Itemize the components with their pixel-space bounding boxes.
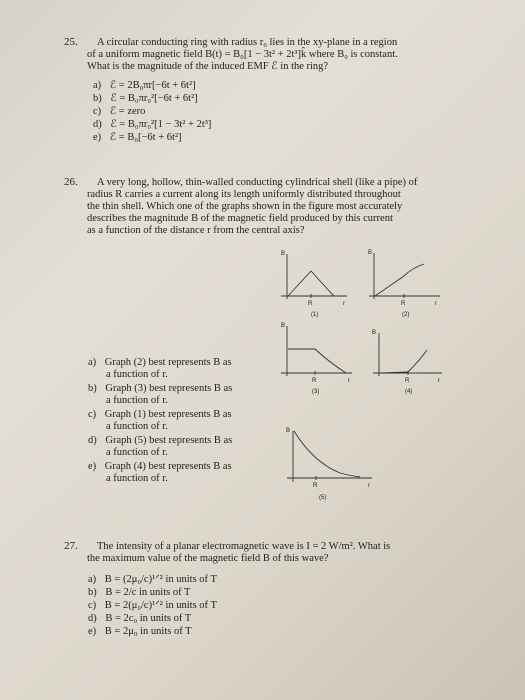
option-label: c) <box>93 106 102 117</box>
question-25-text-line-1: A circular conducting ring with radius r₀ lies in the xy-plane in a region <box>97 37 398 48</box>
graph-1-tick-label-R: R <box>308 301 313 307</box>
option-label: d) <box>93 119 102 130</box>
question-27-text-line-2: the maximum value of the magnetic field B of this wave? <box>87 553 329 564</box>
question-26-text-line-5: as a function of the distance r from the central axis? <box>87 225 305 236</box>
graph-4-caption: (4) <box>405 389 413 395</box>
graph-1-axis-label-r: r <box>343 301 345 307</box>
option-label: a) <box>88 574 97 585</box>
option-label: b) <box>88 383 97 394</box>
option-label: e) <box>88 461 97 472</box>
question-26-text-line-1: A very long, hollow, thin-walled conducting cylindrical shell (like a pipe) of <box>97 177 418 188</box>
graph-3-axis-label-B: B <box>281 323 286 329</box>
option-text-cont: a function of r. <box>106 473 168 484</box>
option-label: c) <box>88 600 97 611</box>
graph-3-curve <box>288 349 346 373</box>
question-25-number: 25. <box>64 36 78 48</box>
option-text-cont: a function of r. <box>106 421 168 432</box>
option-label: c) <box>88 409 97 420</box>
option-text: ℰ = 2B₀πr[−6t + 6t²] <box>109 80 196 91</box>
option-text: B = 2c₀ in units of T <box>105 613 192 624</box>
question-27-option-b[interactable] <box>88 587 190 599</box>
graph-4-axis-label-r: r <box>438 378 440 384</box>
option-label: b) <box>93 93 102 104</box>
option-text: ℰ = B₀πr₀²[−6t + 6t²] <box>110 93 198 104</box>
option-label: d) <box>88 435 97 446</box>
graph-3 <box>281 326 352 376</box>
graph-5-curve <box>294 431 360 477</box>
question-27-option-a[interactable] <box>88 574 217 586</box>
graph-1-axis-label-B: B <box>281 251 286 257</box>
option-text: ℰ = zero <box>109 106 146 117</box>
question-26-text-line-2: radius R carries a current along its length uniformly distributed throughout <box>87 189 401 200</box>
question-26-text-line-3: the thin shell. Which one of the graphs shown in the figure most accurately <box>87 201 403 212</box>
graph-1 <box>281 254 347 299</box>
graph-4-axis-label-B: B <box>372 330 377 336</box>
option-text: Graph (1) best represents B as <box>104 409 232 420</box>
option-text: B = 2(μ₀/c)¹ᐟ² in units of T <box>104 600 217 611</box>
question-27-option-e[interactable] <box>88 626 192 638</box>
graph-2-caption: (2) <box>402 312 410 318</box>
graph-2-curve <box>375 264 424 296</box>
graph-5-axis-label-B: B <box>286 428 291 434</box>
graph-4-curve <box>380 350 427 373</box>
option-text: Graph (5) best represents B as <box>105 435 233 446</box>
option-label: d) <box>88 613 97 624</box>
option-text-cont: a function of r. <box>106 369 168 380</box>
question-25-text-line-2: of a uniform magnetic field B(t) = B₀[1 − 3t² + 2t³]k̂ where B₀ is constant. <box>87 49 398 60</box>
graph-4-tick-label-R: R <box>405 378 410 384</box>
graph-2-axis-label-B: B <box>368 250 373 256</box>
graph-1-curve <box>288 271 334 296</box>
option-text-cont: a function of r. <box>106 447 168 458</box>
graph-3-axis-label-r: r <box>348 378 350 384</box>
graph-4 <box>373 333 442 376</box>
graph-3-tick-label-R: R <box>312 378 317 384</box>
option-label: a) <box>88 357 97 368</box>
graph-5-caption: (5) <box>319 495 327 501</box>
graph-2-tick-label-R: R <box>401 301 406 307</box>
question-26-text-line-4: describes the magnitude B of the magnetic field produced by this current <box>87 213 393 224</box>
graph-5-tick-label-R: R <box>313 483 318 489</box>
graph-2 <box>369 253 440 299</box>
option-text: B = 2/c in units of T <box>105 587 191 598</box>
question-27-option-c[interactable] <box>88 600 217 612</box>
graph-5 <box>287 431 372 482</box>
graph-1-caption: (1) <box>311 312 319 318</box>
option-label: e) <box>88 626 97 637</box>
option-text: ℰ = B₀[−6t + 6t²] <box>109 132 182 143</box>
question-27-option-d[interactable] <box>88 613 191 625</box>
option-label: e) <box>93 132 102 143</box>
option-label: b) <box>88 587 97 598</box>
option-text: ℰ = B₀πr₀²[1 − 3t² + 2t³] <box>110 119 212 130</box>
graph-5-axis-label-r: r <box>368 483 370 489</box>
option-text: B = 2μ₀ in units of T <box>104 626 192 637</box>
graph-2-axis-label-r: r <box>435 301 437 307</box>
question-25-text-line-3: What is the magnitude of the induced EMF ℰ in the ring? <box>87 61 329 72</box>
option-text: Graph (3) best represents B as <box>105 383 233 394</box>
option-label: a) <box>93 80 102 91</box>
question-27-text-line-1: The intensity of a planar electromagnetic wave is I = 2 W/m². What is <box>97 541 391 552</box>
question-26-number: 26. <box>64 176 78 188</box>
option-text: B = (2μ₀/c)¹ᐟ² in units of T <box>104 574 217 585</box>
option-text-cont: a function of r. <box>106 395 168 406</box>
option-text: Graph (2) best represents B as <box>104 357 232 368</box>
question-27-number: 27. <box>64 540 78 552</box>
graph-3-caption: (3) <box>312 389 320 395</box>
option-text: Graph (4) best represents B as <box>104 461 232 472</box>
